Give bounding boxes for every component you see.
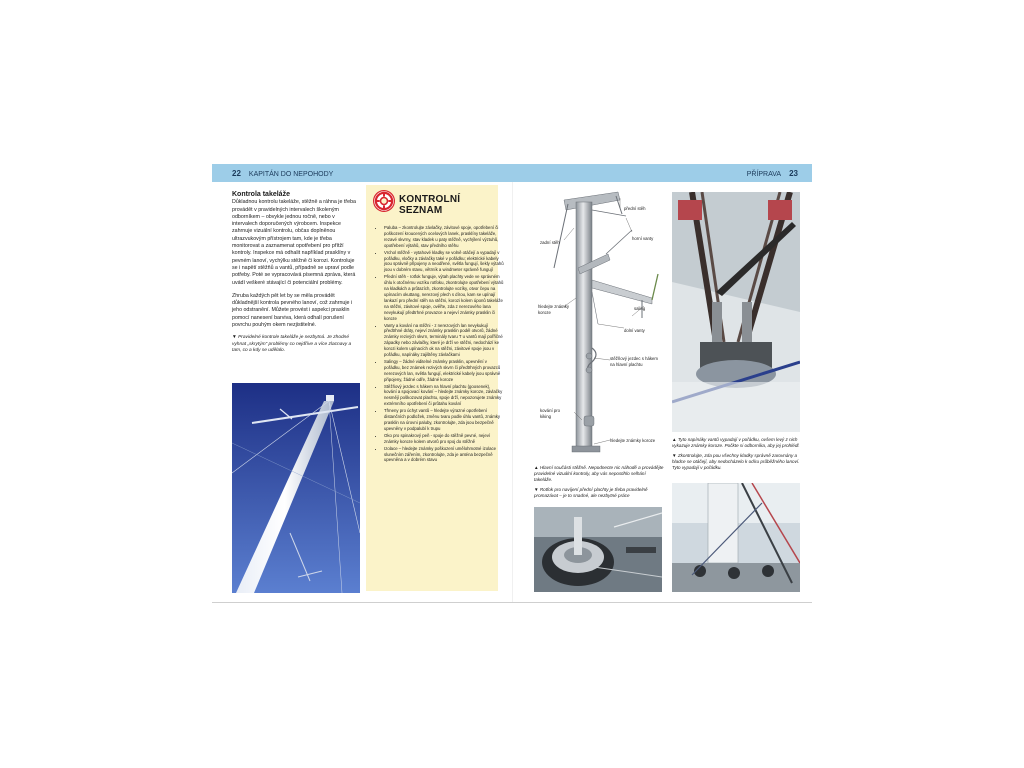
checklist-title: KONTROLNÍ SEZNAM — [399, 194, 461, 216]
label-corrosion-bottom: hledejte známky koroze — [610, 438, 656, 443]
checklist-item: • Salingy – žádné viditelné známky prasklin, upevnění v pořádku, bez známek rezivých skvrn či předtrhných provazců nerezových lan, světla fungují, elektrické kabely jsou správně připojeny, žádné odře, žádné koroze — [384, 359, 504, 383]
turnbuckle-photo — [672, 192, 800, 432]
mast-base-photo — [672, 483, 800, 592]
page-header — [212, 164, 812, 182]
label-spreader: saling — [634, 306, 646, 311]
section-heading: Kontrola takeláže — [232, 191, 290, 198]
book-spread — [212, 164, 812, 604]
checklist-item: • Stěžňový jezdec s hákem na hlavní plachtu (goosenek), kování a spojovací kování – hledejte známky koroze, závlačky nesmějí poškozovat plachtu, spoje drží, nepozorujete známky extrémního opotřebení či průtahu kování — [384, 384, 504, 408]
caption-mast-base: ▼ Zkontrolujte, zda pou všechny kladky správně zarovnány a hladce se otáčejí, aby nedocházelo k odíru průběžného lanoví. Tyto vypadají v pořádku. — [672, 453, 800, 470]
intro-column — [232, 191, 360, 361]
bottom-rule — [212, 602, 812, 603]
left-page-number: 22 — [232, 169, 241, 178]
caption-furler: ▼ Rotfok pro navíjení přední plachty je třeba pravidelně promazávat – je to snadné, ale nezbytné práce — [534, 487, 648, 498]
checklist-item: • Paluba – zkontrolujte závlačky, závitové spoje, opotřebení či poškození kroucených ocelových lanek, prasklíny takeláže, rezavé skvrny, stav kladek u paty stěžně, vychýlení výztuhů, opotřebení výtahů, stav předního stěhu — [384, 225, 504, 249]
lifebuoy-icon — [372, 189, 396, 213]
checklist-item: • Izolace – hledejte známky poškození umělohmotné izolace slunečním zářením, zkontrolujte, zda je anténa bezpečně upevněna a v dobrém stavu — [384, 446, 504, 464]
right-running-head — [747, 169, 798, 178]
center-captions — [534, 465, 664, 503]
mast-diagram — [534, 188, 664, 458]
left-chapter-title: KAPITÁN DO NEPOHODY — [248, 171, 334, 178]
checklist-panel — [366, 185, 504, 591]
gutter — [512, 182, 513, 602]
label-gooseneck: stěžňový jezdec s hákem na hlavní plachtu — [610, 356, 659, 367]
furler-photo — [534, 507, 662, 592]
body-paragraph-2: Zhruba každých pět let by se měla provádět důkladnější kontrola pevného lanoví, což zahrnuje i jeho odstranění. Můžete provést i aspekci prasklin pomocí nanesení barviva, která odhalí porušení povrchu pouhým okem nezjistitelné. — [232, 292, 353, 329]
mast-photo-caption: ▼ Pravidelné kontrole takeláže je nezbytná. Je zhodné vyhnat „skrytým“ problémy co nejdříve a více zlacnavy a tam, co a kdy se udělalo. — [232, 335, 352, 354]
checklist-item: • Přední stěh - rotfok funguje, výtah plachty vede ve správném úhlu k otočnému vozíku rotfoku, zkontrolujte opotřebení výtahů na kladkách a průtazích, zkontrolujte vozíky, otvor čepu na upínacím okuttang, nerezový plech s dírou, kam se upínají lankazí pro přední stěh na stěžni, korozi kolem úponů takeláže na stěžni, závitové spoje, ověřte, zda z nerezového lana nevykukují předtrhné provazce a nejeví známky prasklin či koroze — [384, 274, 504, 321]
mast-photo — [232, 383, 360, 593]
label-upper-shroud: horní vanty — [632, 236, 654, 241]
label-backstay: zadní stěh — [540, 240, 560, 245]
checklist-item: • Vanty a kování na stěžni - z nerezových lan nevykukují předtrhné dráty, nejeví známky prasklin podél otvorů, žádné známky rezivých skvrn, terminály tvaru T u vantů mají pořřičné západky nebo závlačky, které je drží ve stěžni, nedochází ke korozi kolem upínacích ok na stěžni, závitové spoje jsou v pořádku, napínáky zajištěny závlačkami — [384, 323, 504, 358]
right-page-number: 23 — [789, 169, 798, 178]
caption-mast-fittings: ▲ Hlavní součásti stěžně. Nepodnecte nic náhodě a provádějte pravidelné vizuální kontroly, aby vás nepostihlo selhání takeláže. — [534, 465, 664, 482]
checklist-item: • Třmeny pro úchyt vantů – hledejte výrazné opotřebení distančních podložek, změnu tvaru podle úhlu vantů, známky prasklin na úrovni paluby, zkontrolujte, zda jsou bezpečně upevněny v podpalubí k trupu — [384, 408, 504, 432]
label-lower-shroud: dolní vanty — [624, 328, 645, 333]
checklist-item: • Oko pro spinakrový peň - spoje do stěžně pevné, nejeví známky koroze kolem otvorů pro spoj do stěžně — [384, 433, 504, 445]
label-spinnaker-fitting: kování pro kiking — [540, 408, 561, 419]
right-captions — [672, 437, 800, 475]
left-running-head — [232, 169, 333, 178]
body-paragraph-1: Důkladnou kontrolu takeláže, stěžně a ráhna je třeba provádět v pravidelných intervalech školeným odborníkem – obvykle jednou ročně, nebo v intervalech doporučených výrobcem. Inspekce zahrnuje vizuální kontrolu, občas doplněnou ultrazvukovým přístrojem tam, kde je třeba monitorovat a zaznamenat opotřebení pro přítží kontroly. Inspekce má odhalit například prasklíny v pevném lanoví, vychýlku stěžně či korozi. Kontroluje se i napětí stěžňů a vantů, případně se upraví podle potřeby. Poté se vypracovává písemná zpráva, která uvádí veškeré stávající či potenciální problémy. — [232, 199, 356, 286]
checklist-item: • Vrchol stěžně - vytahové kladky se volně otáčejí a vypadají v pořádku, vločky a závlačky také v pořádku; elektrické kabely jsou správně připojeny a neodřené, světla fungují, šekly výtahů jsou v dobrém stavu, větrník a windmeter správně fungují — [384, 250, 504, 274]
right-chapter-title: PŘÍPRAVA — [746, 171, 782, 178]
checklist-items — [376, 225, 504, 464]
label-forestay: přední stěh — [624, 206, 646, 211]
label-corrosion: hledejte známky koroze — [538, 304, 570, 315]
caption-shroud-plates: ▲ Tyto napínáky vantů vypadají v pořádku, ovšem levý z nich vykazuje známky koroze. Počkte si odborníka, aby jej prohlédl. — [672, 437, 800, 448]
